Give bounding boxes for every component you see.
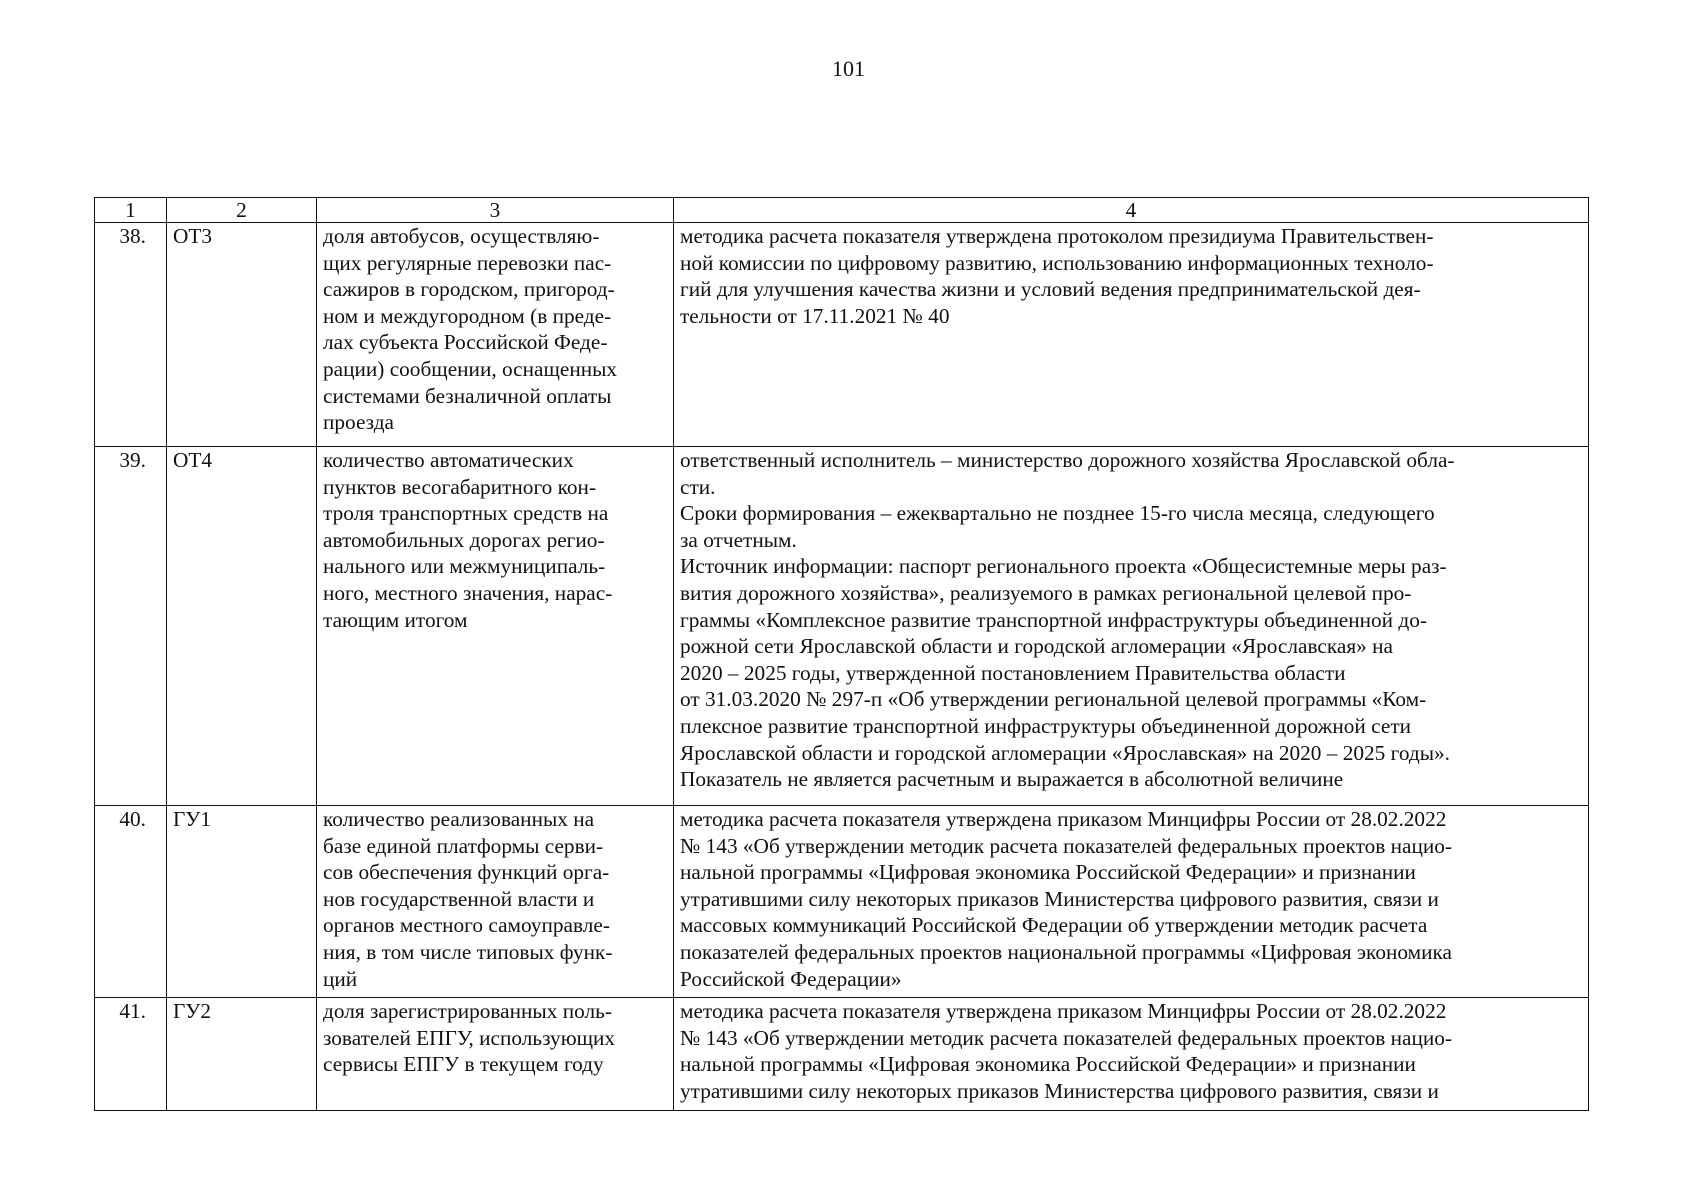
text-line: рации) сообщении, оснащенных: [323, 356, 618, 381]
table-row: [95, 223, 1589, 447]
indicator-name: [317, 806, 674, 998]
text-line: пунктов весогабаритного кон-: [323, 474, 597, 499]
text-line: доля автобусов, осуществляю-: [323, 224, 600, 248]
text-line: ном и междугородном (в преде-: [323, 303, 612, 328]
indicator-code: ОТ4: [167, 447, 317, 806]
row-number: 39.: [95, 447, 167, 806]
text-line: методика расчета показателя утверждена приказом Минцифры России от 28.02.2022: [680, 999, 1447, 1023]
text-line: Показатель не является расчетным и выражается в абсолютной величине: [680, 767, 1344, 792]
indicator-name: [317, 447, 674, 806]
text-line: автомобильных дорогах регио-: [323, 527, 605, 552]
text-line: Ярославской области и городской агломерации «Ярославская» на 2020 – 2025 годы».: [680, 740, 1450, 765]
text-line: массовых коммуникаций Российской Федерации об утверждении методик расчета: [680, 913, 1428, 938]
table-row: [95, 998, 1589, 1111]
header-cell-3: 3: [317, 198, 674, 223]
text-line: от 31.03.2020 № 297-п «Об утверждении региональной целевой программы «Ком-: [680, 687, 1427, 712]
text-line: доля зарегистрированных поль-: [323, 999, 612, 1023]
header-cell-2: 2: [167, 198, 317, 223]
text-line: тающим итогом: [323, 607, 468, 632]
text-line: нов государственной власти и: [323, 886, 595, 911]
text-line: гий для улучшения качества жизни и условий ведения предпринимательской дея-: [680, 277, 1421, 302]
text-line: нального или межмуниципаль-: [323, 554, 606, 579]
text-line: ной комиссии по цифровому развитию, использованию информационных техноло-: [680, 250, 1434, 275]
text-line: утратившими силу некоторых приказов Министерства цифрового развития, связи и: [680, 886, 1439, 911]
text-line: методика расчета показателя утверждена приказом Минцифры России от 28.02.2022: [680, 807, 1447, 831]
indicator-code: ОТ3: [167, 223, 317, 447]
text-line: № 143 «Об утверждении методик расчета показателей федеральных проектов нацио-: [680, 833, 1453, 858]
indicator-code: ГУ2: [167, 998, 317, 1111]
indicator-description: [674, 998, 1589, 1111]
text-line: базе единой платформы серви-: [323, 833, 604, 858]
text-line: Российской Федерации»: [680, 966, 902, 991]
text-line: сти.: [680, 474, 716, 499]
text-line: граммы «Комплексное развитие транспортной инфраструктуры объединенной до-: [680, 607, 1427, 632]
text-line: проезда: [323, 410, 394, 435]
indicator-description: [674, 223, 1589, 447]
text-line: утратившими силу некоторых приказов Министерства цифрового развития, связи и: [680, 1078, 1439, 1103]
text-line: зователей ЕПГУ, использующих: [323, 1025, 616, 1050]
text-line: количество автоматических: [323, 448, 574, 472]
row-number: 40.: [95, 806, 167, 998]
text-line: № 143 «Об утверждении методик расчета показателей федеральных проектов нацио-: [680, 1025, 1453, 1050]
header-cell-1: 1: [95, 198, 167, 223]
text-line: плексное развитие транспортной инфраструктуры объединенной дорожной сети: [680, 713, 1412, 738]
table-row: [95, 806, 1589, 998]
text-line: сов обеспечения функций орга-: [323, 860, 610, 885]
text-line: ного, местного значения, нарас-: [323, 580, 613, 605]
text-line: методика расчета показателя утверждена протоколом президиума Правительствен-: [680, 224, 1434, 248]
indicator-name: [317, 998, 674, 1111]
text-line: показателей федеральных проектов национальной программы «Цифровая экономика: [680, 939, 1452, 964]
header-cell-4: 4: [674, 198, 1589, 223]
indicator-description: [674, 447, 1589, 806]
text-line: щих регулярные перевозки пас-: [323, 250, 612, 275]
text-line: рожной сети Ярославской области и городской агломерации «Ярославская» на: [680, 634, 1393, 659]
text-line: троля транспортных средств на: [323, 501, 609, 526]
table-row: [95, 447, 1589, 806]
text-line: лах субъекта Российской Феде-: [323, 330, 608, 355]
table-header-row: [95, 198, 1589, 223]
text-line: Сроки формирования – ежеквартально не позднее 15-го числа месяца, следующего: [680, 501, 1435, 526]
indicator-code: ГУ1: [167, 806, 317, 998]
text-line: 2020 – 2025 годы, утвержденной постановлением Правительства области: [680, 660, 1346, 685]
text-line: ния, в том числе типовых функ-: [323, 939, 613, 964]
text-line: системами безналичной оплаты: [323, 383, 612, 408]
text-line: Источник информации: паспорт регионального проекта «Общесистемные меры раз-: [680, 554, 1447, 579]
row-number: 38.: [95, 223, 167, 447]
text-line: за отчетным.: [680, 527, 797, 552]
indicator-name: [317, 223, 674, 447]
text-line: органов местного самоуправле-: [323, 913, 610, 938]
text-line: нальной программы «Цифровая экономика Российской Федерации» и признании: [680, 860, 1416, 885]
text-line: вития дорожного хозяйства», реализуемого в рамках региональной целевой про-: [680, 580, 1412, 605]
text-line: количество реализованных на: [323, 807, 595, 831]
text-line: ответственный исполнитель – министерство дорожного хозяйства Ярославской обла-: [680, 448, 1455, 472]
text-line: сажиров в городском, пригород-: [323, 277, 615, 302]
indicators-table: [94, 197, 1589, 1111]
text-line: сервисы ЕПГУ в текущем году: [323, 1052, 604, 1077]
page-number: 101: [832, 56, 865, 81]
text-line: нальной программы «Цифровая экономика Российской Федерации» и признании: [680, 1052, 1416, 1077]
row-number: 41.: [95, 998, 167, 1111]
text-line: ций: [323, 966, 358, 991]
text-line: тельности от 17.11.2021 № 40: [680, 303, 950, 328]
indicator-description: [674, 806, 1589, 998]
